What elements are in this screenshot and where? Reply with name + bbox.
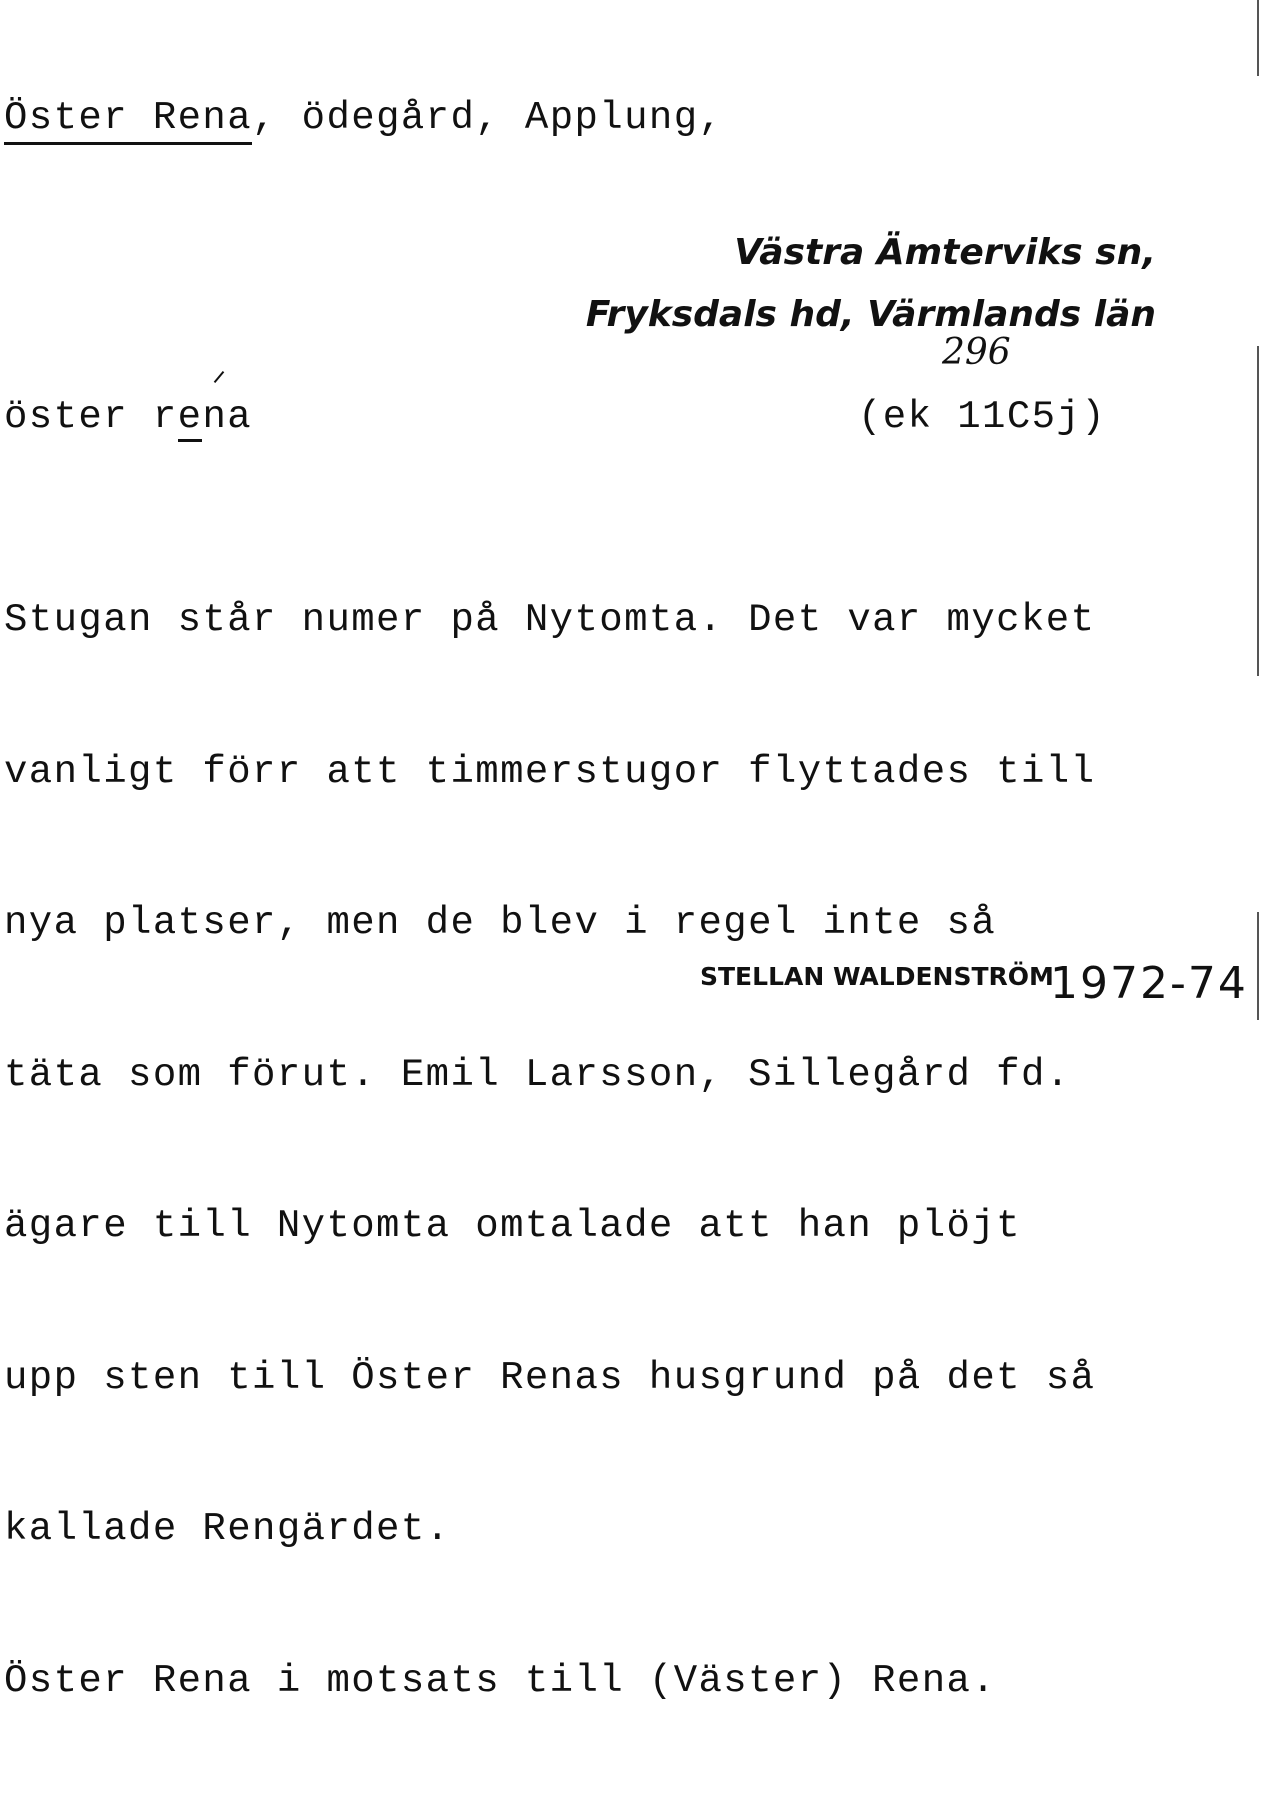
district-line: Fryksdals hd, Värmlands län [585,294,1156,335]
location-block [586,222,1156,346]
headword-line [4,96,723,140]
place-name: Öster Rena [4,96,252,145]
body-line: Öster Rena i motsats till (Väster) Rena. [4,1658,997,1703]
handwritten-number: 296 [942,332,1011,373]
card-edge-line-middle [1257,346,1259,676]
body-line: upp sten till Öster Renas husgrund på det så [4,1355,1096,1400]
body-line: Stugan står numer på Nytomta. Det var mycket [4,598,1096,642]
body-line: kallade Rengärdet. [4,1507,451,1551]
pronunciation [4,395,252,439]
body-line: täta som förut. Emil Larsson, Sillegård fd. [4,1052,1071,1097]
pronunciation-part-2: na [202,395,253,439]
place-description: , ödegård, Applung, [252,96,724,140]
collector-stamp: STELLAN WALDENSTRÖM [700,962,1054,991]
map-reference: (ek 11C5j) [858,395,1107,439]
pronunciation-stressed-vowel: e [178,395,203,442]
pronunciation-part-1: öster r [4,395,178,439]
collection-years: 1972-74 [1050,958,1248,1009]
stress-accent-mark [214,371,225,383]
card-edge-line-bottom [1257,912,1259,1020]
body-line: vanligt förr att timmerstugor flyttades till [4,749,1096,794]
parish-line: Västra Ämterviks sn, [734,232,1156,273]
body-text [4,494,1095,1807]
body-line: ägare till Nytomta omtalade att han plöjt [4,1204,1021,1248]
card-edge-line-top [1257,0,1259,76]
body-line: nya platser, men de blev i regel inte så [4,901,997,945]
